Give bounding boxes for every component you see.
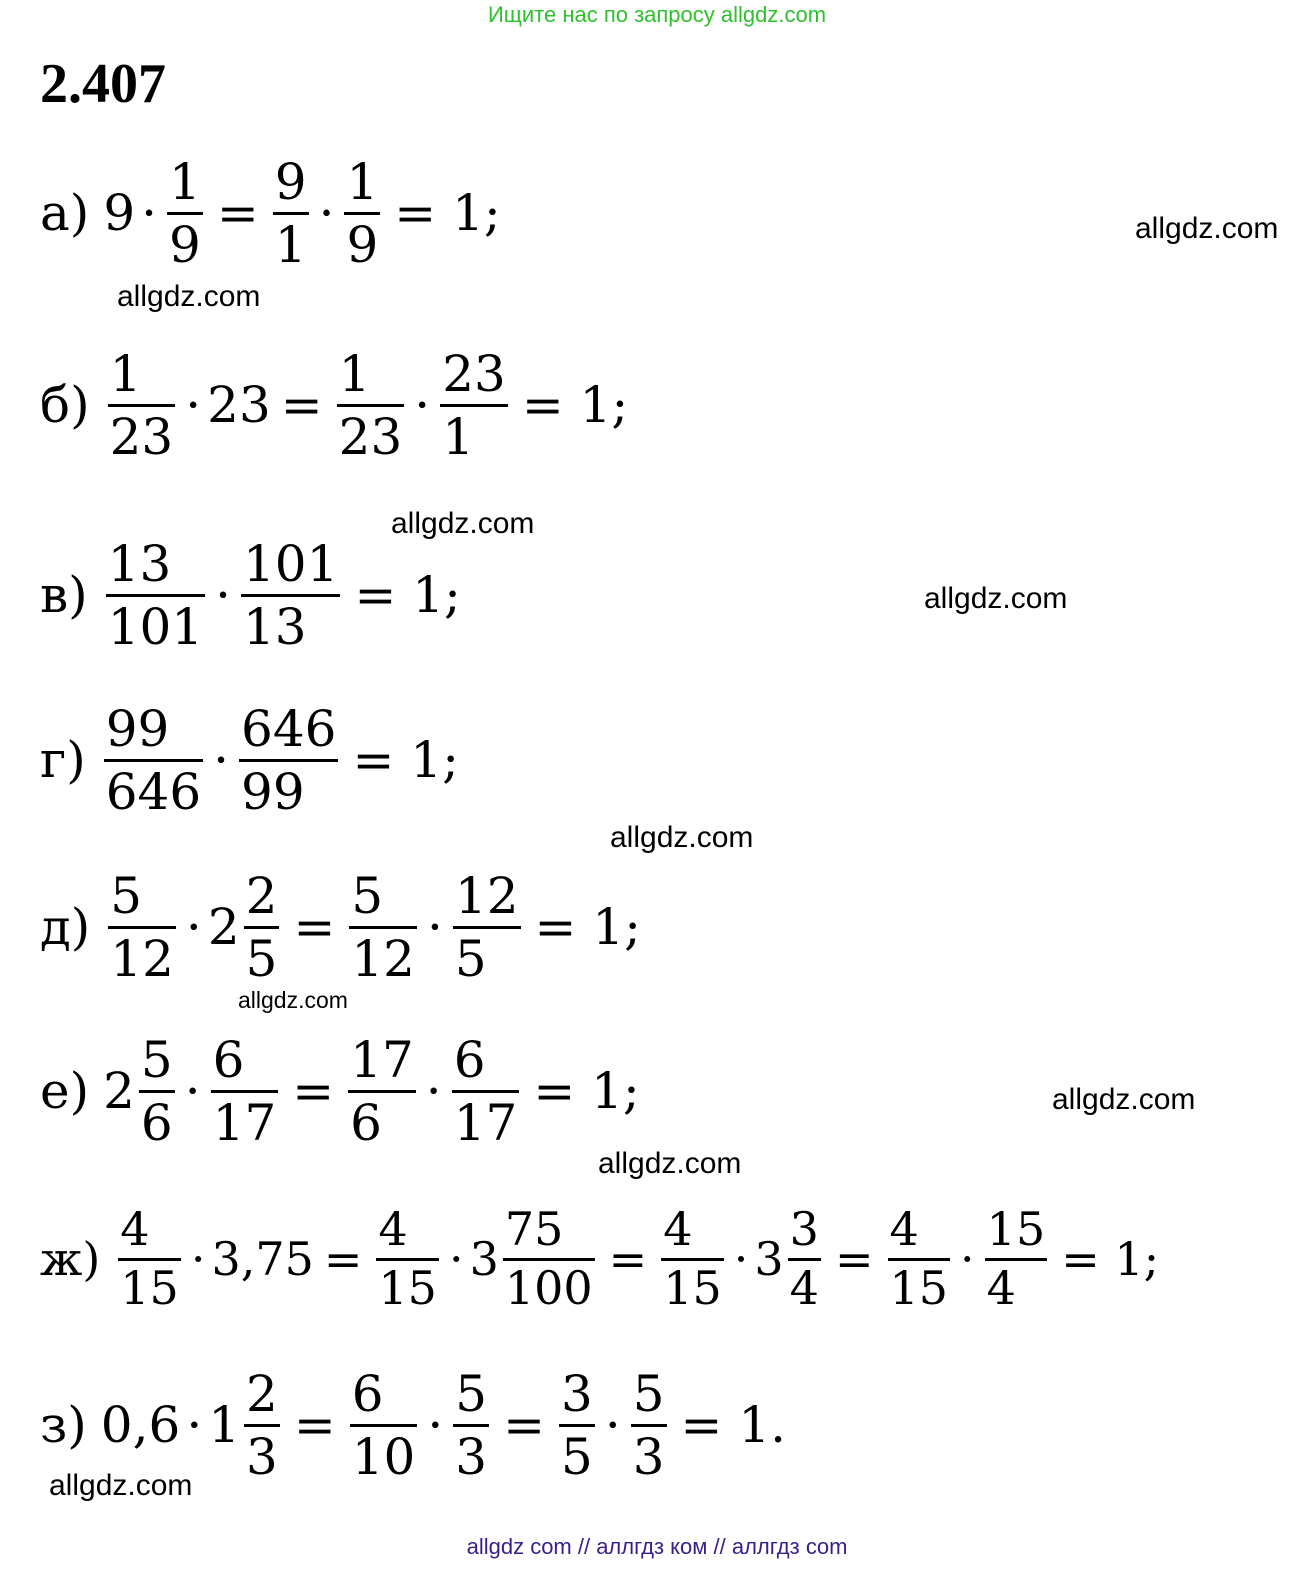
- equals-sign: =: [503, 1396, 545, 1454]
- item-label: е): [40, 1062, 90, 1120]
- numerator: 99: [105, 699, 170, 758]
- fraction: [244, 1364, 280, 1487]
- equation-b: [40, 340, 638, 470]
- fraction: [559, 1364, 595, 1487]
- whole-number: 23: [207, 376, 271, 434]
- multiply-sign: ·: [190, 1232, 206, 1286]
- multiply-sign: ·: [215, 566, 231, 624]
- fraction: [108, 344, 176, 467]
- denominator: 23: [338, 407, 403, 466]
- numerator: 3: [561, 1364, 593, 1423]
- fraction: [211, 1030, 279, 1153]
- denominator: 13: [243, 597, 307, 656]
- denominator: 15: [378, 1260, 437, 1315]
- fraction: [661, 1202, 724, 1315]
- denominator: 4: [986, 1260, 1016, 1315]
- result: = 1;: [534, 898, 641, 956]
- fraction: [452, 1030, 520, 1153]
- denominator: 15: [889, 1260, 949, 1315]
- fraction: [788, 1202, 821, 1315]
- multiply-sign: ·: [213, 731, 230, 789]
- denominator: 3: [455, 1427, 488, 1486]
- denominator: 12: [351, 929, 415, 988]
- fraction: [350, 1364, 418, 1487]
- fraction: [348, 1030, 416, 1153]
- watermark: allgdz.com: [49, 1469, 193, 1502]
- denominator: 3: [246, 1427, 278, 1486]
- denominator: 5: [454, 929, 487, 988]
- item-label: а): [40, 184, 90, 242]
- numerator: 5: [351, 866, 384, 925]
- whole-number: 3: [754, 1232, 784, 1286]
- numerator: 2: [245, 866, 278, 925]
- numerator: 1: [346, 152, 379, 211]
- numerator: 9: [274, 152, 307, 211]
- problem-number: 2.407: [40, 53, 166, 115]
- result: = 1;: [521, 376, 629, 434]
- result: = 1;: [352, 731, 459, 789]
- item-label: б): [40, 376, 90, 434]
- multiply-sign: ·: [318, 184, 335, 242]
- numerator: 12: [454, 866, 519, 925]
- numerator: 5: [455, 1364, 488, 1423]
- numerator: 646: [241, 699, 337, 758]
- fraction: [239, 699, 338, 822]
- fraction: [118, 1202, 181, 1315]
- equals-sign: =: [293, 898, 336, 956]
- multiply-sign: ·: [185, 898, 202, 956]
- fraction: [104, 699, 203, 822]
- equation-g: [40, 695, 469, 825]
- denominator: 9: [346, 215, 379, 274]
- fraction: [631, 1364, 667, 1487]
- footer-links: allgdz com // аллгдз ком // аллгдз com: [466, 1534, 848, 1559]
- denominator: 5: [561, 1427, 593, 1486]
- equation-d: [40, 862, 651, 992]
- numerator: 17: [350, 1030, 414, 1089]
- numerator: 13: [107, 534, 172, 593]
- numerator: 4: [889, 1202, 919, 1257]
- whole-number: 1: [208, 1396, 241, 1454]
- numerator: 4: [120, 1202, 150, 1257]
- multiply-sign: ·: [427, 1396, 444, 1454]
- numerator: 5: [632, 1364, 665, 1423]
- item-label: в): [40, 566, 88, 624]
- numerator: 2: [246, 1364, 278, 1423]
- denominator: 99: [241, 762, 305, 821]
- fraction: [440, 344, 508, 467]
- equals-sign: =: [280, 376, 323, 434]
- denominator: 6: [350, 1093, 382, 1152]
- denominator: 15: [120, 1260, 179, 1315]
- numerator: 6: [351, 1364, 384, 1423]
- multiply-sign: ·: [186, 1396, 203, 1454]
- item-label: д): [40, 898, 91, 956]
- watermark: allgdz.com: [391, 507, 535, 540]
- denominator: 12: [110, 929, 174, 988]
- fraction: [167, 152, 203, 275]
- multiply-sign: ·: [960, 1232, 975, 1286]
- watermark: allgdz.com: [1135, 212, 1279, 245]
- fraction: [453, 866, 521, 989]
- whole-number: 3: [469, 1232, 499, 1286]
- decimal-number: 3,75: [211, 1232, 314, 1286]
- denominator: 9: [169, 215, 201, 274]
- fraction: [344, 152, 380, 275]
- denominator: 101: [107, 597, 204, 656]
- equals-sign: =: [608, 1232, 648, 1286]
- multiply-sign: ·: [185, 376, 202, 434]
- fraction: [337, 344, 405, 467]
- denominator: 1: [274, 215, 307, 274]
- fraction: [349, 866, 417, 989]
- equals-sign: =: [834, 1232, 874, 1286]
- result: = 1;: [354, 566, 461, 624]
- whole-number: 2: [207, 898, 240, 956]
- numerator: 1: [169, 152, 201, 211]
- result: = 1;: [533, 1062, 640, 1120]
- result: = 1;: [394, 184, 501, 242]
- denominator: 23: [109, 407, 174, 466]
- equation-e: [40, 1026, 650, 1156]
- multiply-sign: ·: [448, 1232, 464, 1286]
- fraction: [888, 1202, 951, 1315]
- numerator: 6: [212, 1030, 245, 1089]
- denominator: 100: [504, 1260, 593, 1315]
- denominator: 3: [632, 1427, 665, 1486]
- numerator: 6: [453, 1030, 486, 1089]
- numerator: 5: [110, 866, 143, 925]
- denominator: 4: [789, 1260, 819, 1315]
- fraction: [139, 1030, 175, 1153]
- numerator: 1: [338, 344, 371, 403]
- fraction: [453, 1364, 489, 1487]
- fraction: [106, 534, 205, 657]
- fraction: [503, 1202, 595, 1315]
- numerator: 15: [986, 1202, 1046, 1257]
- denominator: 10: [351, 1427, 416, 1486]
- numerator: 4: [378, 1202, 408, 1257]
- multiply-sign: ·: [604, 1396, 621, 1454]
- item-label: ж): [40, 1232, 101, 1286]
- result: = 1.: [680, 1396, 787, 1454]
- denominator: 646: [105, 762, 202, 821]
- item-label: з): [40, 1396, 87, 1454]
- equals-sign: =: [216, 184, 259, 242]
- multiply-sign: ·: [426, 898, 443, 956]
- equation-v: [40, 530, 471, 660]
- result: = 1;: [1061, 1232, 1160, 1286]
- fraction: [244, 866, 280, 989]
- watermark: allgdz.com: [924, 582, 1068, 615]
- multiply-sign: ·: [425, 1062, 442, 1120]
- denominator: 1: [442, 407, 475, 466]
- multiply-sign: ·: [414, 376, 431, 434]
- numerator: 1: [109, 344, 142, 403]
- top-banner: Ищите нас по запросу allgdz.com: [487, 2, 827, 27]
- numerator: 101: [243, 534, 339, 593]
- fraction: [241, 534, 340, 657]
- denominator: 5: [245, 929, 278, 988]
- numerator: 23: [442, 344, 506, 403]
- equation-zh: [40, 1194, 1169, 1324]
- denominator: 6: [140, 1093, 173, 1152]
- numerator: 3: [789, 1202, 819, 1257]
- fraction: [376, 1202, 439, 1315]
- numerator: 4: [663, 1202, 693, 1257]
- equals-sign: =: [293, 1396, 336, 1454]
- equals-sign: =: [292, 1062, 335, 1120]
- watermark: allgdz.com: [598, 1147, 742, 1180]
- fraction: [273, 152, 309, 275]
- whole-number: 2: [103, 1062, 135, 1120]
- whole-number: 9: [103, 184, 136, 242]
- denominator: 15: [663, 1260, 722, 1315]
- watermark: allgdz.com: [610, 821, 754, 854]
- watermark: allgdz.com: [117, 280, 261, 313]
- denominator: 17: [212, 1093, 277, 1152]
- numerator: 5: [140, 1030, 173, 1089]
- item-label: г): [40, 731, 86, 789]
- numerator: 75: [504, 1202, 564, 1257]
- fraction: [108, 866, 176, 989]
- denominator: 17: [453, 1093, 518, 1152]
- fraction: [985, 1202, 1048, 1315]
- decimal-number: 0,6: [100, 1396, 181, 1454]
- multiply-sign: ·: [733, 1232, 749, 1286]
- multiply-sign: ·: [184, 1062, 201, 1120]
- multiply-sign: ·: [141, 184, 158, 242]
- equation-a: [40, 148, 511, 278]
- watermark: allgdz.com: [238, 987, 348, 1013]
- watermark: allgdz.com: [1052, 1083, 1196, 1116]
- equals-sign: =: [323, 1232, 363, 1286]
